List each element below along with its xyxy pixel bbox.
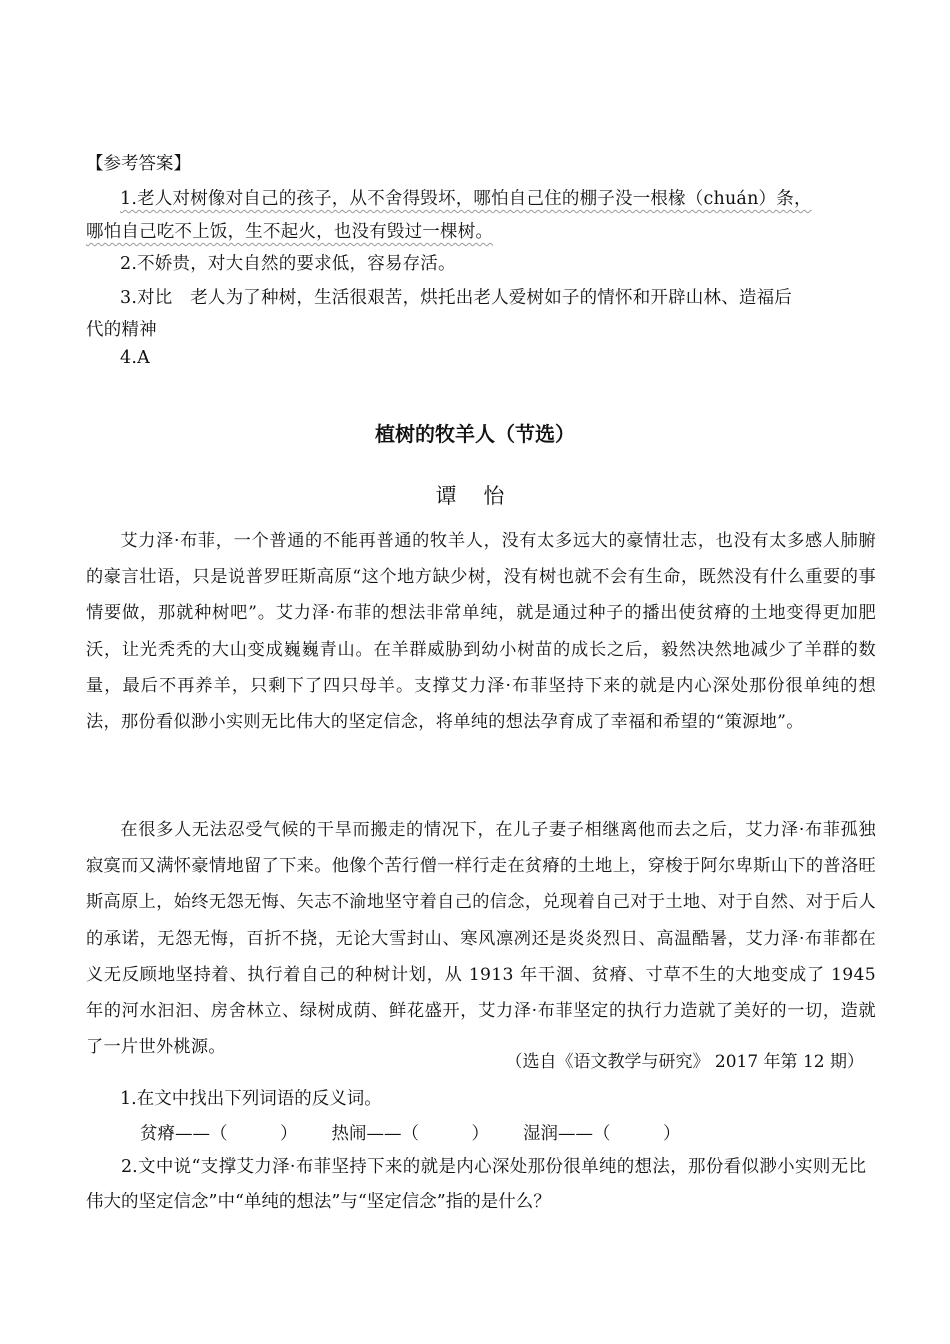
answer-1-line-1-text: 1.老人对树像对自己的孩子，从不舍得毁坏，哪怕自己住的棚子没一根椽（chuán）条， <box>120 189 812 209</box>
answer-4: 4.A <box>120 348 150 368</box>
question-2: 2.文中说“支撑艾力泽·布菲坚持下来的就是内心深处那份很单纯的想法，那份看似渺小实则无比伟大的坚定信念”中“单纯的想法”与“坚定信念”指的是什么？ <box>86 1157 866 1212</box>
question-1: 1.在文中找出下列词语的反义词。 <box>120 1089 382 1109</box>
article-source: （选自《语文教学与研究》 2017 年第 12 期） <box>505 1052 864 1072</box>
answer-1-line-2 <box>86 218 493 243</box>
article-paragraph-2: 在很多人无法忍受气候的干旱而搬走的情况下，在儿子妻子相继离他而去之后，艾力泽·布菲孤独寂寞而又满怀豪情地留了下来。他像个苦行僧一样行走在贫瘠的土地上，穿梭于阿尔卑斯山下的普洛旺斯高原上，始终无怨无悔、矢志不渝地坚守着自己的信念，兑现着自己对于土地、对于自然、对于后人的承诺，无怨无悔，百折不挠，无论大雪封山、寒风凛冽还是炎炎烈日、高温酷暑，艾力泽·布菲都在义无反顾地坚持着、执行着自己的种树计划，从 1913 年干涸、贫瘠、寸草不生的大地变成了 1945 年的河水汩汩、房舍林立、绿树成荫、鲜花盛开，艾力泽·布菲坚定的执行力造就了美好的一切，造就了一片世外桃源。 <box>86 820 876 1058</box>
article-title: 植树的牧羊人（节选） <box>375 422 575 446</box>
answer-1-line-2-text: 哪怕自己吃不上饭，生不起火，也没有毁过一棵树。 <box>86 222 494 242</box>
answer-header: 【参考答案】 <box>86 154 191 174</box>
answer-3-line-1: 3.对比 老人为了种树，生活很艰苦，烘托出老人爱树如子的情怀和开辟山林、造福后 <box>120 288 792 308</box>
blank-pinji[interactable]: 贫瘠——（ ） <box>140 1124 298 1144</box>
article-author: 谭 怡 <box>435 484 515 508</box>
answer-3-line-2: 代的精神 <box>86 320 157 340</box>
blank-renao[interactable]: 热闹——（ ） <box>331 1124 489 1144</box>
answer-1-line-1 <box>120 185 812 210</box>
answer-2: 2.不娇贵，对大自然的要求低，容易存活。 <box>120 254 456 274</box>
blank-shirun[interactable]: 湿润——（ ） <box>523 1124 681 1144</box>
article-paragraph-1: 艾力泽·布菲，一个普通的不能再普通的牧羊人，没有太多远大的豪情壮志，也没有太多感人肺腑的豪言壮语，只是说普罗旺斯高原“这个地方缺少树，没有树也就不会有生命，既然没有什么重要的事情要做，那就种树吧”。艾力泽·布菲的想法非常单纯，就是通过种子的播出使贫瘠的土地变得更加肥沃，让光秃秃的大山变成巍巍青山。在羊群威胁到幼小树苗的成长之后，毅然决然地减少了羊群的数量，最后不再养羊，只剩下了四只母羊。支撑艾力泽·布菲坚持下来的就是内心深处那份很单纯的想法，那份看似渺小实则无比伟大的坚定信念，将单纯的想法孕育成了幸福和希望的“策源地”。 <box>86 531 876 733</box>
question-1-blanks <box>140 1120 715 1145</box>
